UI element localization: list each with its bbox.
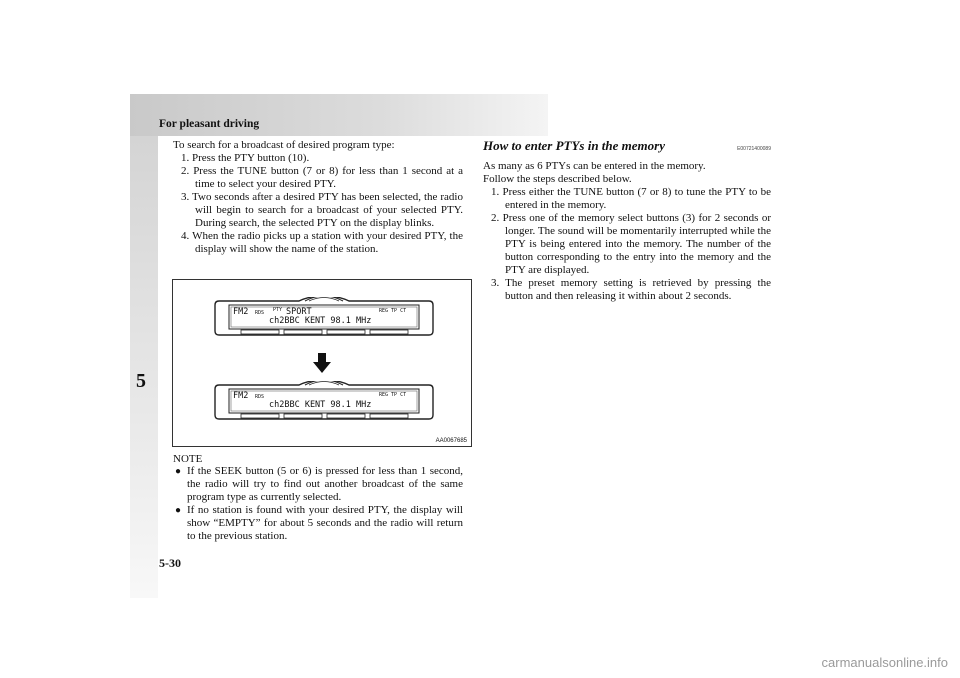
figure-code: AA0067685 bbox=[435, 438, 467, 444]
lcd-flags: REG TP CT bbox=[379, 392, 407, 398]
page-number: 5-30 bbox=[159, 556, 181, 570]
note-label: NOTE bbox=[173, 453, 203, 465]
watermark: carmanualsonline.info bbox=[821, 655, 948, 670]
note-item bbox=[173, 465, 463, 504]
chapter-tab bbox=[130, 136, 158, 598]
radio-display-before bbox=[213, 297, 435, 335]
step-item: 2. Press one of the memory select buttons (3) for 2 seconds or longer. The sound will be momentarily interrupted while the PTY is being entered into the memory. The number of the button corresponding to the entry into the memory and the PTY are displayed. bbox=[491, 212, 771, 276]
step-item: 4. When the radio picks up a station with your desired PTY, the display will show the name of the station. bbox=[181, 230, 463, 255]
paragraph: Follow the steps described below. bbox=[483, 173, 632, 185]
lcd-band: FM2 bbox=[233, 307, 249, 317]
note-item bbox=[173, 504, 463, 543]
bullet-icon: ● bbox=[175, 505, 182, 516]
section-heading bbox=[483, 139, 771, 156]
search-steps bbox=[173, 152, 463, 256]
step-item: 3. Two seconds after a desired PTY has been selected, the radio will begin to search for a broadcast of your selected PTY. During search, the selected PTY on the display blinks. bbox=[181, 191, 463, 229]
step-item: 1. Press the PTY button (10). bbox=[181, 152, 310, 164]
lcd-band: FM2 bbox=[233, 391, 249, 401]
right-column bbox=[483, 139, 771, 303]
step-item: 2. Press the TUNE button (7 or 8) for less than 1 second at a time to select your desired PTY. bbox=[181, 165, 463, 190]
note-text: If no station is found with your desired PTY, the display will show “EMPTY” for about 5 seconds and the radio will return to the previous station. bbox=[187, 504, 463, 542]
lcd-rds: RDS bbox=[255, 394, 265, 400]
lcd-pty: PTY bbox=[273, 307, 283, 313]
radio-display-figure bbox=[172, 279, 472, 447]
memory-steps bbox=[483, 186, 771, 303]
lcd-flags: REG TP CT bbox=[379, 308, 407, 314]
radio-display-after bbox=[213, 381, 435, 419]
lcd-screen bbox=[233, 391, 415, 411]
lcd-station-line: ch2BBC KENT 98.1 MHz bbox=[269, 316, 372, 326]
bullet-icon: ● bbox=[175, 466, 182, 477]
intro-text: To search for a broadcast of desired program type: bbox=[173, 139, 395, 151]
paragraph: As many as 6 PTYs can be entered in the memory. bbox=[483, 160, 706, 172]
step-item: 3. The preset memory setting is retrieved by pressing the button and then releasing it within about 2 seconds. bbox=[491, 277, 771, 302]
lcd-station-line: ch2BBC KENT 98.1 MHz bbox=[269, 400, 372, 410]
chapter-number: 5 bbox=[136, 370, 146, 392]
note-text: If the SEEK button (5 or 6) is pressed for less than 1 second, the radio will try to find out another broadcast of the same program type as currently selected. bbox=[187, 465, 463, 503]
heading-text: How to enter PTYs in the memory bbox=[483, 138, 665, 153]
lcd-rds: RDS bbox=[255, 310, 265, 316]
arrow-down-icon bbox=[313, 353, 331, 373]
left-column bbox=[173, 139, 463, 256]
section-title: For pleasant driving bbox=[159, 118, 260, 130]
lcd-screen bbox=[233, 307, 415, 327]
heading-code: E00721400089 bbox=[737, 146, 771, 152]
note-bullets bbox=[173, 465, 463, 543]
lcd-pty-name: SPORT bbox=[286, 307, 312, 317]
step-item: 1. Press either the TUNE button (7 or 8) to tune the PTY to be entered in the memory. bbox=[491, 186, 771, 211]
